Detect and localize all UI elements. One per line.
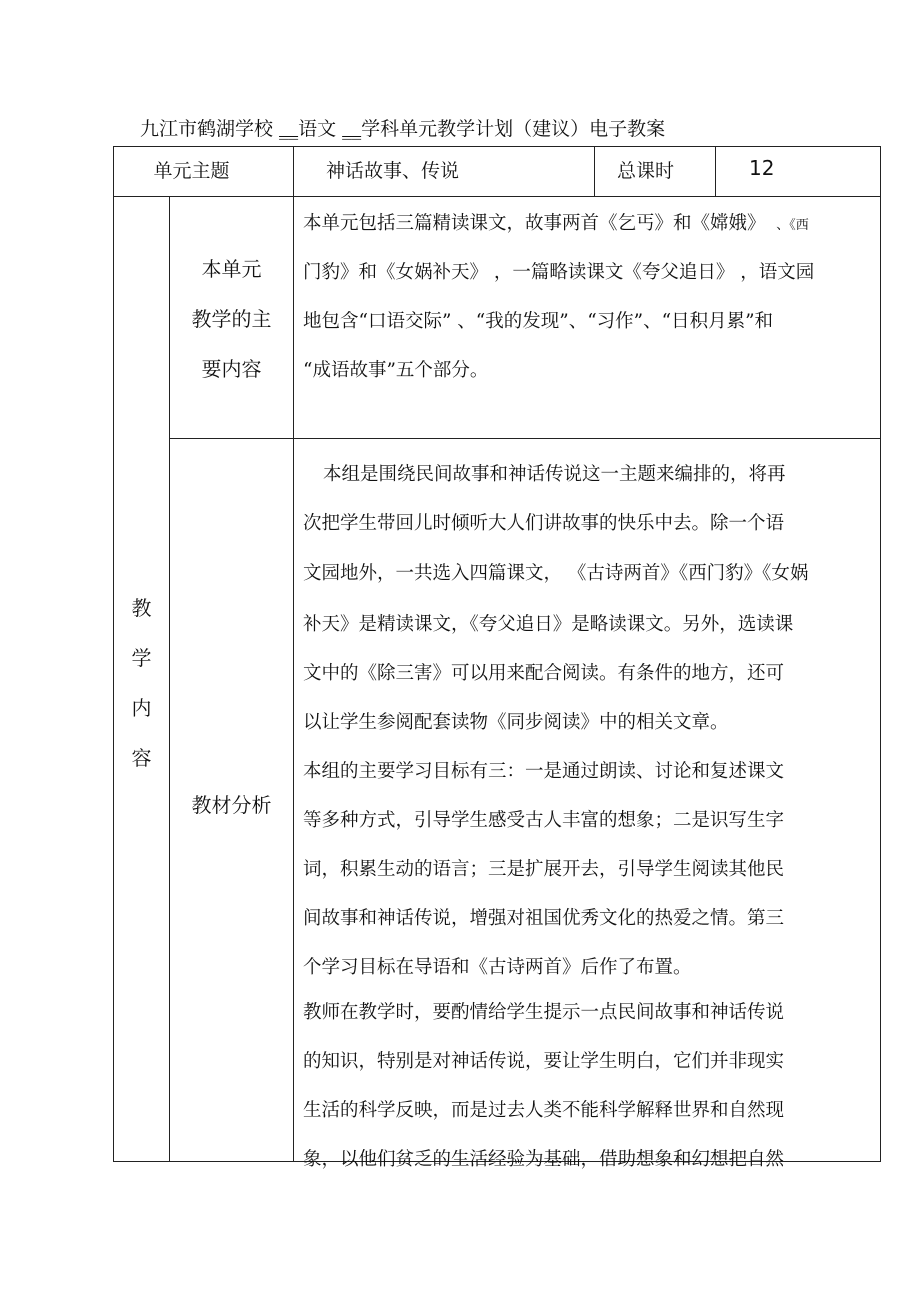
main-content-label-line-1: 本单元 <box>201 257 262 281</box>
analysis-p1-line-1: 本组是围绕民间故事和神话传说这一主题来编排的，将再 <box>323 464 786 485</box>
analysis-p2-line-4: 间故事和神话传说，增强对祖国优秀文化的热爱之情。第三 <box>303 908 785 929</box>
table-top-border <box>113 146 881 147</box>
label-content-divider <box>293 146 294 1162</box>
analysis-paragraph-2 <box>303 747 784 992</box>
analysis-p1-line-5: 文中的《除三害》可以用来配合阅读。有条件的地方，还可 <box>303 663 785 684</box>
analysis-paragraph-1 <box>303 450 808 747</box>
analysis-p1-line-4: 补天》是精读课文，《夸父追日》是略读课文。另外，选读课 <box>303 614 794 635</box>
main-content-line-1-text: 本单元包括三篇精读课文，故事两首《乞丐》和《嫦娥》 <box>303 213 757 234</box>
title-rest: 学科单元教学计划（建议）电子教案 <box>361 118 666 140</box>
main-content-line-1 <box>303 199 814 248</box>
total-hours-label: 总课时 <box>617 160 675 182</box>
teaching-content-side-label <box>114 583 169 783</box>
analysis-p3-line-1: 教师在教学时，要酌情给学生提示一点民间故事和神话传说 <box>303 1002 785 1023</box>
analysis-p1-line-3: 文园地外，一共选入四篇课文， 《古诗两首》《西门豹》《女娲 <box>303 563 809 584</box>
analysis-p2-line-3: 词，积累生动的语言；三是扩展开去，引导学生阅读其他民 <box>303 859 785 880</box>
side-char-2: 学 <box>131 646 152 670</box>
main-content-line-4: “成语故事”五个部分。 <box>303 360 489 381</box>
analysis-p3-line-3: 生活的科学反映，而是过去人类不能科学解释世界和自然现 <box>303 1100 785 1121</box>
analysis-p1-line-6: 以让学生参阅配套读物《同步阅读》中的相关文章。 <box>303 712 729 733</box>
row1-bottom-border <box>113 196 881 197</box>
analysis-p2-line-2: 等多种方式，引导学生感受古人丰富的想象；二是识写生字 <box>303 810 785 831</box>
unit-topic-value: 神话故事、传说 <box>326 160 460 182</box>
topic-hours-divider <box>594 146 595 197</box>
subject-name: 语文 <box>298 118 337 140</box>
analysis-p1-line-2: 次把学生带回儿时倾听大人们讲故事的快乐中去。除一个语 <box>303 513 785 534</box>
unit-topic-label: 单元主题 <box>153 160 230 182</box>
analysis-paragraph-3 <box>303 988 784 1184</box>
main-content-line-3: 地包含“口语交际” 、“我的发现”、“习作”、“日积月累”和 <box>303 311 774 332</box>
table-right-border <box>880 146 881 1162</box>
school-name: 九江市鹤湖学校 <box>140 118 274 140</box>
main-content-text <box>303 199 814 395</box>
analysis-p3-line-4: 象，以他们贫乏的生活经验为基础，借助想象和幻想把自然 <box>303 1149 785 1170</box>
hours-value-divider <box>715 146 716 197</box>
material-analysis-label: 教材分析 <box>191 793 272 817</box>
blank-2: __ <box>342 118 362 140</box>
main-content-line-1-tail: 、《西 <box>776 218 809 233</box>
side-char-1: 教 <box>131 596 152 620</box>
row2-bottom-border <box>169 438 881 439</box>
page-title <box>140 114 665 141</box>
side-char-3: 内 <box>131 696 152 720</box>
blank-1: __ <box>279 118 299 140</box>
side-char-4: 容 <box>131 746 152 770</box>
analysis-p3-line-2: 的知识，特别是对神话传说，要让学生明白，它们并非现实 <box>303 1051 785 1072</box>
main-content-label-line-2: 教学的主 <box>191 307 272 331</box>
analysis-p2-line-1: 本组的主要学习目标有三：一是通过朗读、讨论和复述课文 <box>303 761 785 782</box>
main-content-label-line-3: 要内容 <box>201 357 262 381</box>
analysis-p2-line-5: 个学习目标在导语和《古诗两首》后作了布置。 <box>303 957 692 978</box>
main-content-label <box>170 244 293 394</box>
main-content-line-2: 门豹》和《女娲补天》 ，一篇略读课文《夸父追日》 ，语文园 <box>303 262 815 283</box>
total-hours-value: 12 <box>749 156 775 180</box>
